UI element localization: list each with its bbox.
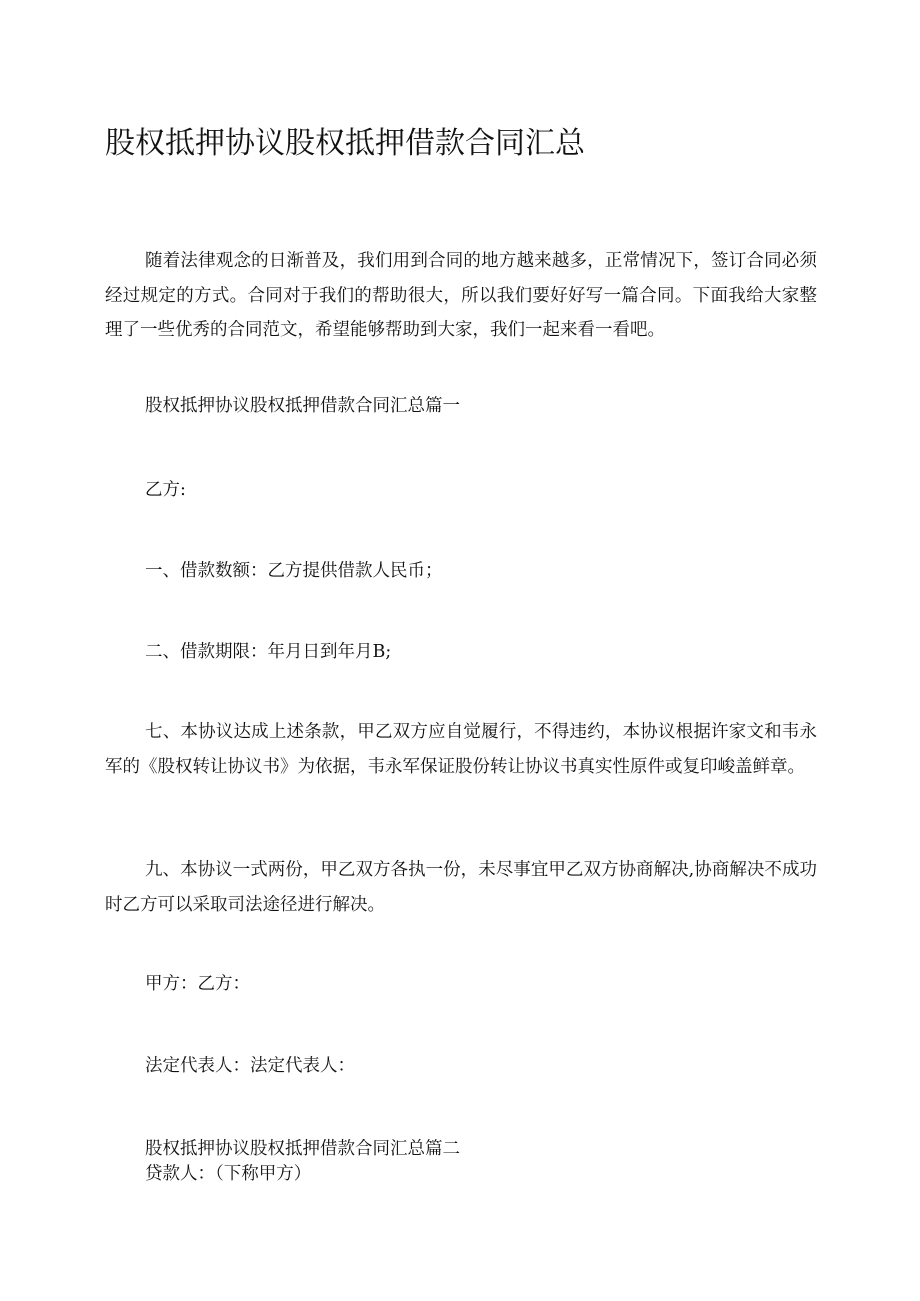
clause-9: 九、本协议一式两份，甲乙双方各执一份，未尽事宜甲乙双方协商解决,协商解决不成功时乙方可以采取司法途径进行解决。 <box>105 860 817 915</box>
clause-2: 二、借款期限：年月日到年月B; <box>145 642 392 662</box>
clause-1: 一、借款数额：乙方提供借款人民币； <box>145 561 443 581</box>
party-b-line: 乙方: <box>145 480 186 500</box>
section1-heading: 股权抵押协议股权抵押借款合同汇总篇一 <box>145 396 460 416</box>
lender-line: 贷款人：（下称甲方） <box>145 1164 312 1184</box>
document-title: 股权抵押协议股权抵押借款合同汇总 <box>105 126 585 161</box>
section2-heading: 股权抵押协议股权抵押借款合同汇总篇二 <box>145 1139 460 1159</box>
intro-paragraph: 随着法律观念的日渐普及，我们用到合同的地方越来越多，正常情况下，签订合同必须经过规定的方式。合同对于我们的帮助很大，所以我们要好好写一篇合同。下面我给大家整理了一些优秀的合同范文，希望能够帮助到大家，我们一起来看一看吧。 <box>105 251 817 340</box>
signatures-representatives: 法定代表人：法定代表人： <box>145 1056 355 1076</box>
signatures-parties: 甲方：乙方： <box>145 974 250 994</box>
clause-7: 七、本协议达成上述条款，甲乙双方应自觉履行，不得违约，本协议根据许家文和韦永军的《股权转让协议书》为依据，韦永军保证股份转让协议书真实性原件或复印峻盖鲜章。 <box>105 722 817 777</box>
